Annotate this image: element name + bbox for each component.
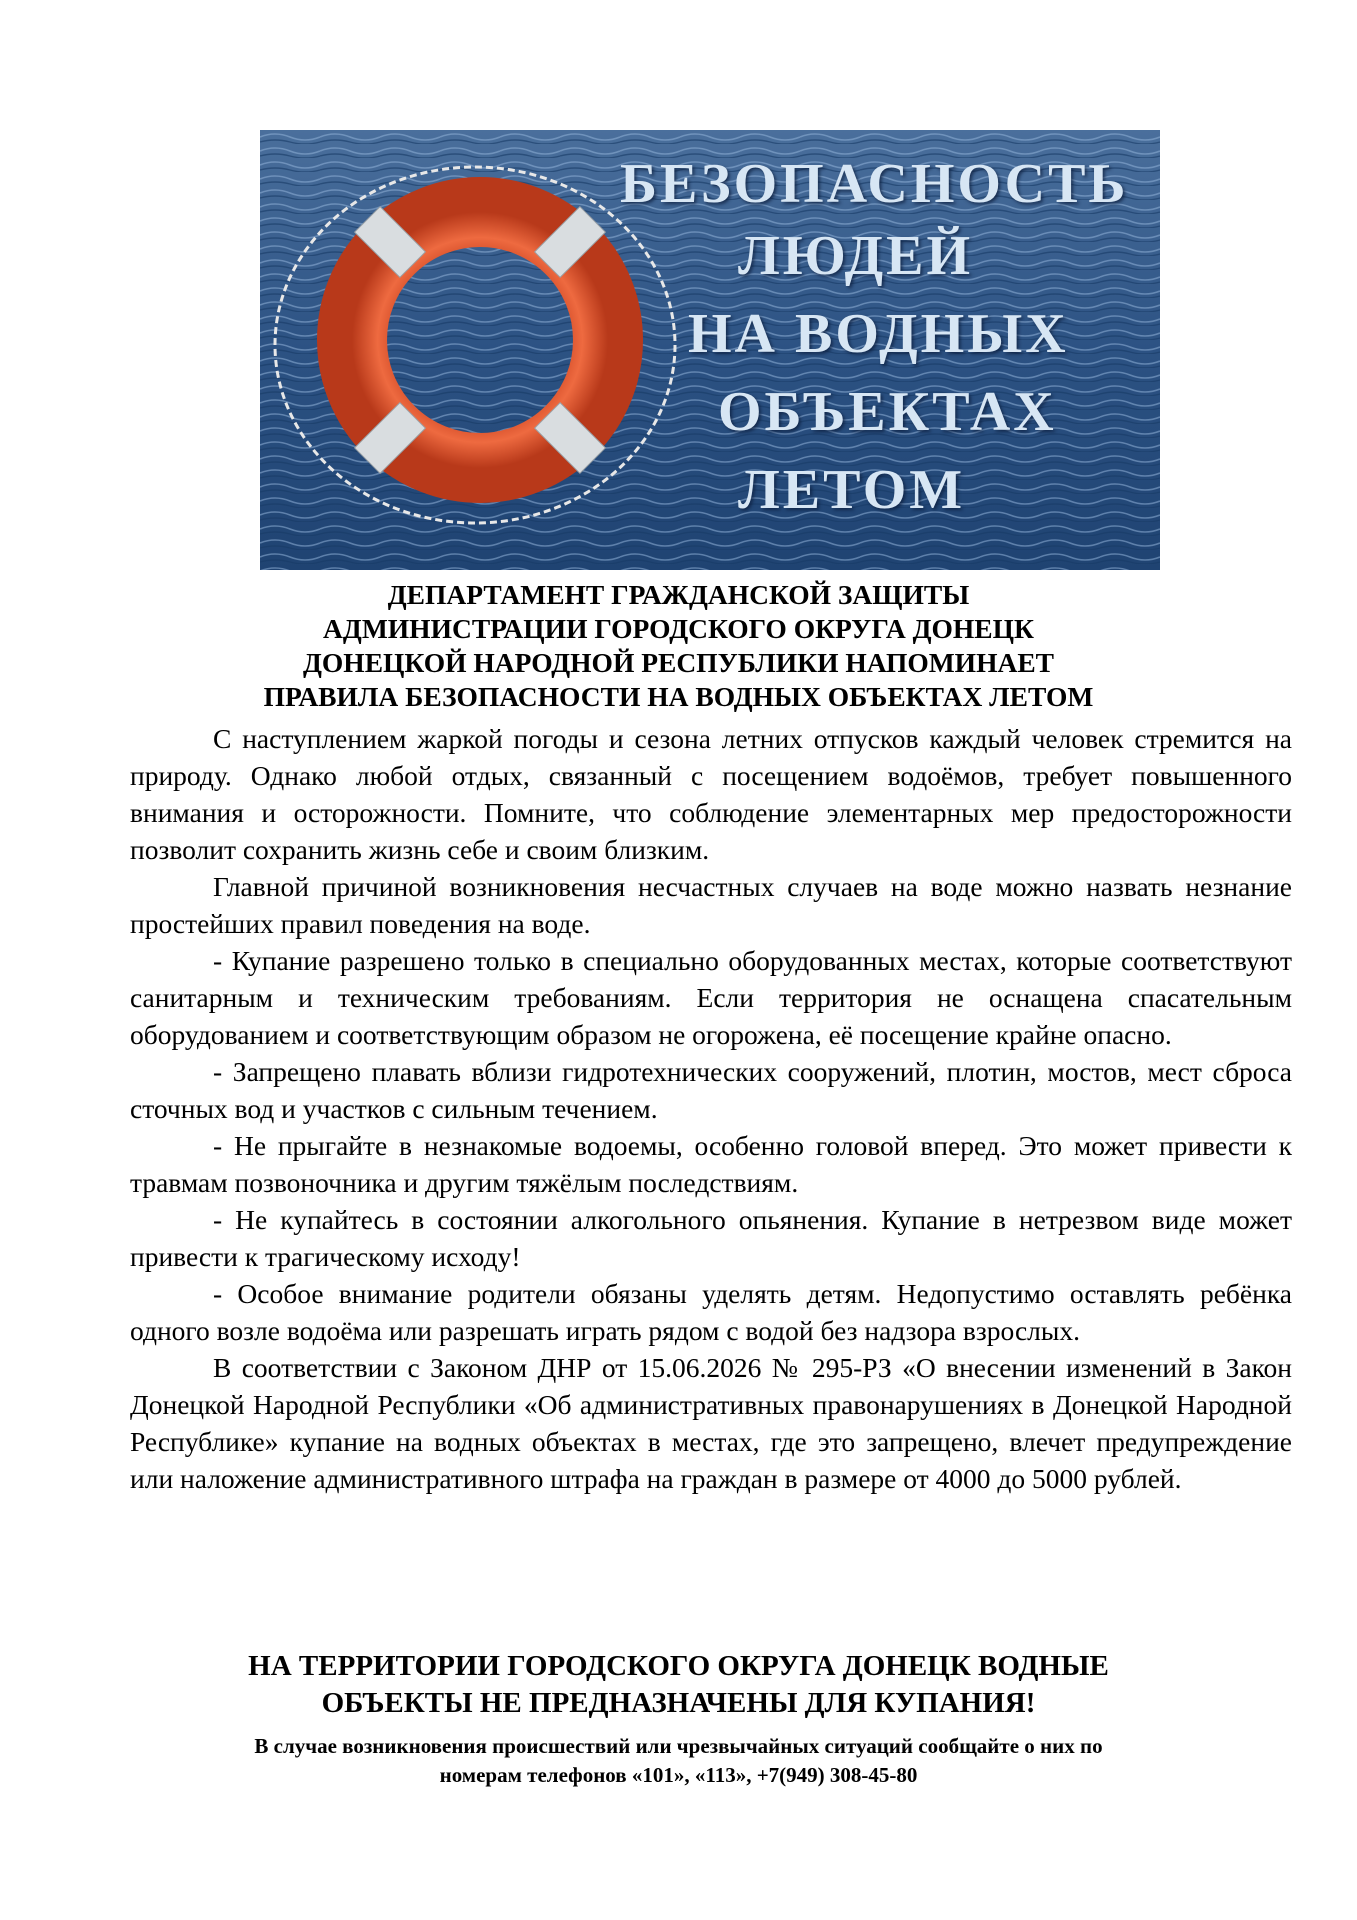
- contact-phones: номерам телефонов «101», «113», +7(949) 308-45-80: [439, 1763, 918, 1787]
- heading-line: ДОНЕЦКОЙ НАРОДНОЙ РЕСПУБЛИКИ НАПОМИНАЕТ: [303, 647, 1054, 678]
- cause-paragraph: Главной причиной возникновения несчастных случаев на воде можно назвать незнание простейших правил поведения на воде.: [130, 871, 1292, 939]
- rule-item: - Запрещено плавать вблизи гидротехнических сооружений, плотин, мостов, мест сброса сточных вод и участков с сильным течением.: [130, 1056, 1292, 1124]
- banner-title-line: НА ВОДНЫХ: [688, 303, 1069, 365]
- heading-line: АДМИНИСТРАЦИИ ГОРОДСКОГО ОКРУГА ДОНЕЦК: [323, 613, 1034, 644]
- contact-info: [130, 1732, 1227, 1790]
- banner-image: [260, 130, 1160, 570]
- warning-line: НА ТЕРРИТОРИИ ГОРОДСКОГО ОКРУГА ДОНЕЦК ВОДНЫЕ: [248, 1650, 1109, 1682]
- law-paragraph: В соответствии с Законом ДНР от 15.06.2026 № 295-РЗ «О внесении изменений в Закон Донецкой Народной Республики «Об административных правонарушениях в Донецкой Народной Республике» купание на водных объектах в местах, где это запрещено, влечет предупреждение или наложение административного штрафа на граждан в размере от 4000 до 5000 рублей.: [130, 1352, 1292, 1494]
- heading-line: ПРАВИЛА БЕЗОПАСНОСТИ НА ВОДНЫХ ОБЪЕКТАХ ЛЕТОМ: [263, 681, 1094, 712]
- banner-title-line: ЛЮДЕЙ: [738, 225, 974, 287]
- banner-title-line: ОБЪЕКТАХ: [718, 381, 1057, 443]
- contact-line: В случае возникновения происшествий или чрезвычайных ситуаций сообщайте о них по: [254, 1734, 1103, 1758]
- banner-title-line: ЛЕТОМ: [738, 459, 966, 521]
- heading-line: ДЕПАРТАМЕНТ ГРАЖДАНСКОЙ ЗАЩИТЫ: [387, 579, 970, 610]
- banner-title-line: БЕЗОПАСНОСТЬ: [620, 153, 1129, 215]
- warning-line: ОБЪЕКТЫ НЕ ПРЕДНАЗНАЧЕНЫ ДЛЯ КУПАНИЯ!: [321, 1687, 1036, 1719]
- rule-item: - Не прыгайте в незнакомые водоемы, особенно головой вперед. Это может привести к травмам позвоночника и другим тяжёлым последствиям.: [130, 1130, 1292, 1198]
- warning-notice: [130, 1648, 1227, 1722]
- intro-paragraph: С наступлением жаркой погоды и сезона летних отпусков каждый человек стремится на природу. Однако любой отдых, связанный с посещением водоёмов, требует повышенного внимания и осторожности. Помните, что соблюдение элементарных мер предосторожности позволит сохранить жизнь себе и своим близким.: [130, 723, 1292, 865]
- page-heading: [130, 578, 1227, 714]
- rule-item: - Не купайтесь в состоянии алкогольного опьянения. Купание в нетрезвом виде может привести к трагическому исходу!: [130, 1204, 1292, 1272]
- body-text: [130, 720, 1292, 1497]
- rule-item: - Особое внимание родители обязаны уделять детям. Недопустимо оставлять ребёнка одного возле водоёма или разрешать играть рядом с водой без надзора взрослых.: [130, 1278, 1292, 1346]
- rule-item: - Купание разрешено только в специально оборудованных местах, которые соответствуют санитарным и техническим требованиям. Если территория не оснащена спасательным оборудованием и соответствующим образом не огорожена, её посещение крайне опасно.: [130, 945, 1292, 1050]
